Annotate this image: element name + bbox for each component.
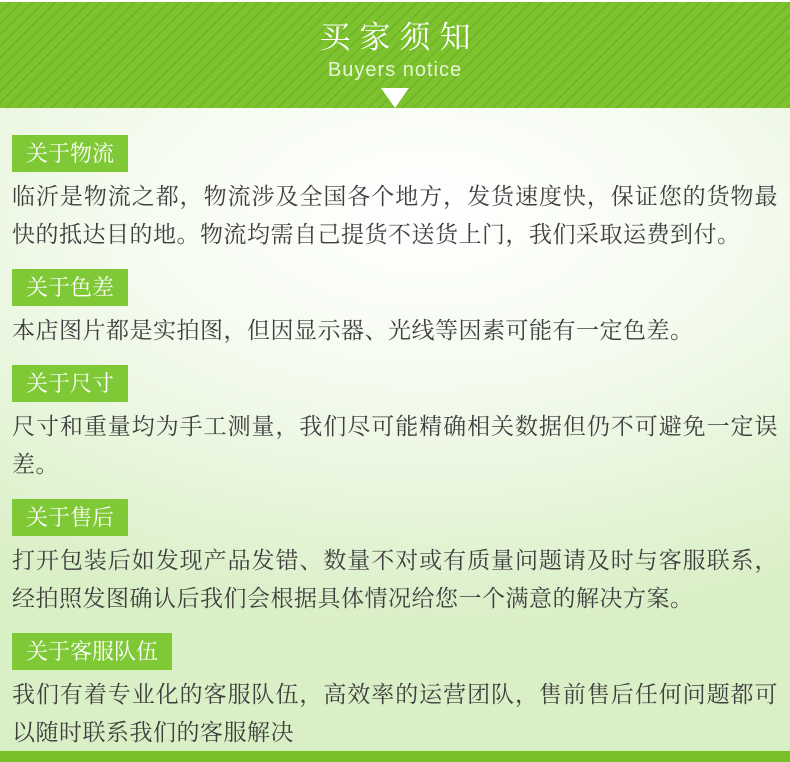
footer-bar — [0, 751, 790, 762]
banner-header — [0, 2, 790, 108]
section-text: 打开包装后如发现产品发错、数量不对或有质量问题请及时与客服联系，经拍照发图确认后我们会根据具体情况给您一个满意的解决方案。 — [12, 547, 778, 611]
page-subtitle: Buyers notice — [327, 59, 463, 81]
notice-section — [12, 135, 778, 253]
down-arrow-icon — [381, 88, 409, 108]
section-text: 我们有着专业化的客服队伍，高效率的运营团队，售前售后任何问题都可以随时联系我们的客服解决 — [12, 681, 778, 745]
section-label: 关于客服队伍 — [12, 633, 172, 670]
section-label: 关于售后 — [12, 499, 128, 536]
section-label: 关于物流 — [12, 135, 128, 172]
section-text: 临沂是物流之都，物流涉及全国各个地方，发货速度快，保证您的货物最快的抵达目的地。物流均需自己提货不送货上门，我们采取运费到付。 — [12, 183, 778, 247]
notice-section — [12, 633, 778, 751]
section-text: 本店图片都是实拍图，但因显示器、光线等因素可能有一定色差。 — [12, 317, 694, 343]
section-text: 尺寸和重量均为手工测量，我们尽可能精确相关数据但仍不可避免一定误差。 — [12, 413, 778, 477]
notice-sections — [0, 108, 790, 751]
page-title: 买家须知 — [319, 20, 480, 55]
section-label: 关于色差 — [12, 269, 128, 306]
section-label: 关于尺寸 — [12, 365, 128, 402]
notice-section — [12, 269, 778, 349]
notice-section — [12, 499, 778, 617]
notice-section — [12, 365, 778, 483]
